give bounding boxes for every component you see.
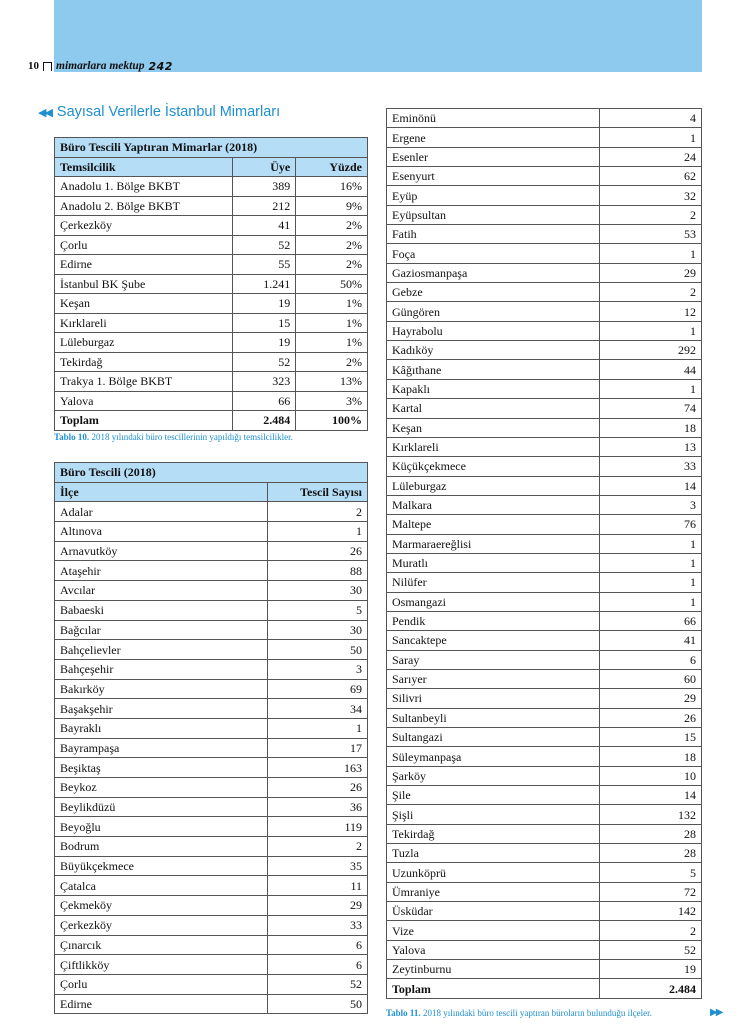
row-percent: 2%: [296, 255, 368, 275]
district-name: Çatalca: [55, 876, 268, 896]
row-label: Çerkezköy: [55, 216, 233, 236]
row-percent: 1%: [296, 313, 368, 333]
table-row: [387, 921, 702, 940]
registration-count: 1: [600, 379, 702, 398]
table-row: [387, 824, 702, 843]
row-label: Edirne: [55, 255, 233, 275]
district-name: Bodrum: [55, 837, 268, 857]
district-name: Çerkezköy: [55, 915, 268, 935]
district-name: Kartal: [387, 399, 600, 418]
district-name: Fatih: [387, 225, 600, 244]
total-value: 2.484: [232, 411, 296, 431]
table-row: [55, 758, 368, 778]
registration-count: 1: [600, 534, 702, 553]
registration-count: 66: [600, 611, 702, 630]
table-11-caption: [386, 1008, 652, 1018]
district-name: Büyükçekmece: [55, 856, 268, 876]
registration-count: 18: [600, 418, 702, 437]
registration-count: 6: [268, 955, 368, 975]
district-name: Altınova: [55, 522, 268, 542]
table-row: [55, 177, 368, 197]
registration-count: 29: [268, 896, 368, 916]
table-row: [387, 766, 702, 785]
district-name: Zeytinburnu: [387, 960, 600, 979]
registration-count: 2: [600, 205, 702, 224]
registration-count: 1: [600, 573, 702, 592]
district-name: Bayrampaşa: [55, 738, 268, 758]
registration-count: 1: [600, 553, 702, 572]
table-row: [387, 321, 702, 340]
district-name: Eminönü: [387, 109, 600, 128]
table-row: [55, 522, 368, 542]
district-name: Sultangazi: [387, 728, 600, 747]
row-percent: 1%: [296, 333, 368, 353]
registration-count: 19: [600, 960, 702, 979]
table-row: [387, 399, 702, 418]
row-percent: 2%: [296, 216, 368, 236]
district-name: Maltepe: [387, 515, 600, 534]
registration-count: 88: [268, 561, 368, 581]
table-row: [387, 805, 702, 824]
table-row: [387, 186, 702, 205]
registration-count: 50: [268, 994, 368, 1014]
district-name: Arnavutköy: [55, 541, 268, 561]
row-value: 1.241: [232, 274, 296, 294]
district-name: Adalar: [55, 502, 268, 522]
registration-count: 33: [268, 915, 368, 935]
row-percent: 1%: [296, 294, 368, 314]
table-row: [55, 313, 368, 333]
section-title-text: Sayısal Verilerle İstanbul Mimarları: [56, 104, 281, 120]
page-number: 10: [28, 60, 39, 72]
table-row: [387, 573, 702, 592]
table-row: [387, 457, 702, 476]
registration-count: 132: [600, 805, 702, 824]
total-row: [387, 979, 702, 998]
table-row: [387, 553, 702, 572]
registration-count: 26: [268, 541, 368, 561]
table-row: [387, 902, 702, 921]
registration-count: 28: [600, 844, 702, 863]
table-row: [55, 502, 368, 522]
caption-text: 2018 yılındaki büro tescili yaptıran büroların bulunduğu ilçeler.: [422, 1008, 652, 1018]
row-value: 323: [232, 372, 296, 392]
registration-count: 2: [268, 502, 368, 522]
registration-count: 15: [600, 728, 702, 747]
district-name: Eyüp: [387, 186, 600, 205]
publication-name: mimarlara mektup: [56, 60, 145, 72]
table-row: [55, 679, 368, 699]
table-row: [387, 611, 702, 630]
district-name: Muratlı: [387, 553, 600, 572]
row-percent: 3%: [296, 391, 368, 411]
district-name: Çorlu: [55, 974, 268, 994]
registration-count: 30: [268, 620, 368, 640]
table-header-row: [55, 482, 368, 502]
registration-count: 52: [268, 974, 368, 994]
registration-count: 62: [600, 167, 702, 186]
district-name: Saray: [387, 650, 600, 669]
table-row: [387, 360, 702, 379]
district-name: Sultanbeyli: [387, 708, 600, 727]
district-name: Esenler: [387, 147, 600, 166]
row-value: 52: [232, 235, 296, 255]
section-title: [38, 104, 280, 120]
registration-count: 10: [600, 766, 702, 785]
table-row: [55, 718, 368, 738]
district-name: Çınarcık: [55, 935, 268, 955]
table-row: [387, 418, 702, 437]
registration-count: 28: [600, 824, 702, 843]
registration-count: 2: [600, 283, 702, 302]
district-name: Nilüfer: [387, 573, 600, 592]
registration-count: 76: [600, 515, 702, 534]
table-row: [55, 856, 368, 876]
table-row: [387, 379, 702, 398]
table-row: [55, 837, 368, 857]
registration-count: 6: [600, 650, 702, 669]
district-name: Malkara: [387, 495, 600, 514]
table-11: [386, 108, 702, 999]
table-row: [55, 955, 368, 975]
table-row: [387, 728, 702, 747]
table-row: [387, 515, 702, 534]
row-value: 19: [232, 333, 296, 353]
table-title-row: [55, 138, 368, 158]
table-row: [387, 263, 702, 282]
table-office-registration-left: [54, 462, 368, 1014]
table-row: [55, 974, 368, 994]
table-row: [387, 708, 702, 727]
row-value: 212: [232, 196, 296, 216]
district-name: Pendik: [387, 611, 600, 630]
district-name: Bağcılar: [55, 620, 268, 640]
table-row: [387, 476, 702, 495]
registration-count: 1: [600, 321, 702, 340]
district-name: Beylikdüzü: [55, 797, 268, 817]
registration-count: 36: [268, 797, 368, 817]
registration-count: 32: [600, 186, 702, 205]
table-row: [55, 333, 368, 353]
row-percent: 2%: [296, 235, 368, 255]
registration-count: 1: [268, 718, 368, 738]
table-row: [55, 294, 368, 314]
district-name: Gebze: [387, 283, 600, 302]
row-percent: 9%: [296, 196, 368, 216]
publication-logo-icon: [43, 62, 52, 71]
row-label: İstanbul BK Şube: [55, 274, 233, 294]
district-name: Uzunköprü: [387, 863, 600, 882]
table-row: [55, 659, 368, 679]
table-row: [55, 235, 368, 255]
registration-count: 2: [268, 837, 368, 857]
table-row: [387, 341, 702, 360]
table-row: [387, 302, 702, 321]
district-name: Ergene: [387, 128, 600, 147]
table-row: [55, 817, 368, 837]
table-row: [387, 244, 702, 263]
district-name: Beyoğlu: [55, 817, 268, 837]
registration-count: 1: [600, 592, 702, 611]
table-row: [387, 786, 702, 805]
registration-count: 13: [600, 437, 702, 456]
row-value: 19: [232, 294, 296, 314]
column-header: Yüzde: [296, 157, 368, 177]
district-name: Foça: [387, 244, 600, 263]
row-label: Anadolu 2. Bölge BKBT: [55, 196, 233, 216]
registration-count: 292: [600, 341, 702, 360]
registration-count: 12: [600, 302, 702, 321]
district-name: Vize: [387, 921, 600, 940]
registration-count: 52: [600, 940, 702, 959]
district-name: Ümraniye: [387, 882, 600, 901]
registration-count: 26: [600, 708, 702, 727]
district-name: Süleymanpaşa: [387, 747, 600, 766]
district-name: Lüleburgaz: [387, 476, 600, 495]
table-row: [387, 109, 702, 128]
table-row: [55, 255, 368, 275]
table-row: [387, 844, 702, 863]
double-chevron-left-icon: ◀◀: [38, 106, 51, 119]
table-row: [55, 372, 368, 392]
table-row: [387, 437, 702, 456]
table-10: [54, 137, 368, 431]
district-name: Beşiktaş: [55, 758, 268, 778]
table-10-caption: [54, 432, 293, 442]
table-row: [55, 196, 368, 216]
district-name: Çiftlikköy: [55, 955, 268, 975]
registration-count: 14: [600, 476, 702, 495]
registration-count: 50: [268, 640, 368, 660]
registration-count: 142: [600, 902, 702, 921]
table-row: [387, 960, 702, 979]
table-row: [387, 631, 702, 650]
registration-count: 29: [600, 689, 702, 708]
district-name: Yalova: [387, 940, 600, 959]
table-row: [55, 640, 368, 660]
district-name: Güngören: [387, 302, 600, 321]
district-name: Bayraklı: [55, 718, 268, 738]
district-name: Şile: [387, 786, 600, 805]
table-row: [55, 600, 368, 620]
district-name: Bakırköy: [55, 679, 268, 699]
row-value: 55: [232, 255, 296, 275]
registration-count: 3: [268, 659, 368, 679]
row-label: Lüleburgaz: [55, 333, 233, 353]
page-header: [28, 59, 173, 73]
district-name: Kırklareli: [387, 437, 600, 456]
district-name: Edirne: [55, 994, 268, 1014]
registration-count: 17: [268, 738, 368, 758]
caption-text: 2018 yılındaki büro tescillerinin yapıldığı temsilcilikler.: [91, 432, 293, 442]
table-row: [55, 216, 368, 236]
district-name: Kadıköy: [387, 341, 600, 360]
district-name: Osmangazi: [387, 592, 600, 611]
row-percent: 16%: [296, 177, 368, 197]
registration-count: 41: [600, 631, 702, 650]
registration-count: 1: [600, 244, 702, 263]
district-name: Esenyurt: [387, 167, 600, 186]
row-label: Anadolu 1. Bölge BKBT: [55, 177, 233, 197]
district-name: Kâğıthane: [387, 360, 600, 379]
district-name: Sarıyer: [387, 669, 600, 688]
registration-count: 18: [600, 747, 702, 766]
table-row: [55, 994, 368, 1014]
district-name: Şarköy: [387, 766, 600, 785]
row-value: 15: [232, 313, 296, 333]
table-row: [387, 205, 702, 224]
total-value: 2.484: [600, 979, 702, 998]
registration-count: 3: [600, 495, 702, 514]
table-row: [55, 699, 368, 719]
table-row: [387, 940, 702, 959]
row-percent: 50%: [296, 274, 368, 294]
registration-count: 35: [268, 856, 368, 876]
registration-count: 4: [600, 109, 702, 128]
district-name: Beykoz: [55, 778, 268, 798]
district-name: Üsküdar: [387, 902, 600, 921]
district-name: Küçükçekmece: [387, 457, 600, 476]
district-name: Gaziosmanpaşa: [387, 263, 600, 282]
table-row: [55, 561, 368, 581]
district-name: Ataşehir: [55, 561, 268, 581]
registration-count: 26: [268, 778, 368, 798]
table-row: [55, 876, 368, 896]
table-row: [387, 128, 702, 147]
table-row: [55, 391, 368, 411]
table-header-row: [55, 157, 368, 177]
table-row: [387, 747, 702, 766]
registration-count: 11: [268, 876, 368, 896]
registration-count: 72: [600, 882, 702, 901]
district-name: Hayrabolu: [387, 321, 600, 340]
registration-count: 33: [600, 457, 702, 476]
table-row: [55, 896, 368, 916]
district-name: Bahçelievler: [55, 640, 268, 660]
registration-count: 6: [268, 935, 368, 955]
row-percent: 2%: [296, 352, 368, 372]
row-percent: 13%: [296, 372, 368, 392]
row-value: 41: [232, 216, 296, 236]
table-title-row: [55, 463, 368, 483]
table-row: [55, 274, 368, 294]
registration-count: 60: [600, 669, 702, 688]
registration-count: 69: [268, 679, 368, 699]
row-value: 66: [232, 391, 296, 411]
row-label: Kırklareli: [55, 313, 233, 333]
district-name: Babaeski: [55, 600, 268, 620]
district-name: Başakşehir: [55, 699, 268, 719]
table-title: Büro Tescili Yaptıran Mimarlar (2018): [55, 138, 368, 158]
registration-count: 53: [600, 225, 702, 244]
table-row: [55, 620, 368, 640]
row-value: 389: [232, 177, 296, 197]
row-label: Yalova: [55, 391, 233, 411]
table-row: [387, 592, 702, 611]
registration-count: 5: [600, 863, 702, 882]
caption-label: Tablo 11.: [386, 1008, 421, 1018]
district-name: Silivri: [387, 689, 600, 708]
registration-count: 30: [268, 581, 368, 601]
table-row: [387, 495, 702, 514]
district-name: Bahçeşehir: [55, 659, 268, 679]
table-row: [387, 147, 702, 166]
registration-count: 1: [600, 128, 702, 147]
registration-count: 44: [600, 360, 702, 379]
registration-count: 24: [600, 147, 702, 166]
table-row: [387, 650, 702, 669]
table-row: [55, 915, 368, 935]
district-name: Kapaklı: [387, 379, 600, 398]
district-name: Şişli: [387, 805, 600, 824]
row-label: Tekirdağ: [55, 352, 233, 372]
registration-count: 74: [600, 399, 702, 418]
table-row: [55, 541, 368, 561]
column-header: Tescil Sayısı: [268, 482, 368, 502]
district-name: Çekmeköy: [55, 896, 268, 916]
issue-number: 242: [148, 59, 173, 73]
table-row: [387, 167, 702, 186]
district-name: Tekirdağ: [387, 824, 600, 843]
double-chevron-right-icon: ▶▶: [710, 1007, 722, 1018]
district-name: Tuzla: [387, 844, 600, 863]
row-value: 52: [232, 352, 296, 372]
registration-count: 14: [600, 786, 702, 805]
registration-count: 2: [600, 921, 702, 940]
registration-count: 119: [268, 817, 368, 837]
caption-label: Tablo 10.: [54, 432, 90, 442]
total-row: [55, 411, 368, 431]
table-row: [55, 797, 368, 817]
table-row: [387, 863, 702, 882]
table-row: [55, 935, 368, 955]
registration-count: 5: [268, 600, 368, 620]
registration-count: 1: [268, 522, 368, 542]
total-percent: 100%: [296, 411, 368, 431]
column-header: Üye: [232, 157, 296, 177]
table-row: [387, 534, 702, 553]
row-label: Çorlu: [55, 235, 233, 255]
table-row: [55, 778, 368, 798]
total-label: Toplam: [55, 411, 233, 431]
table-row: [55, 738, 368, 758]
table-row: [387, 669, 702, 688]
district-name: Keşan: [387, 418, 600, 437]
table-row: [387, 225, 702, 244]
table-row: [387, 689, 702, 708]
row-label: Keşan: [55, 294, 233, 314]
table-title: Büro Tescili (2018): [55, 463, 368, 483]
table-row: [387, 882, 702, 901]
registration-count: 163: [268, 758, 368, 778]
district-name: Avcılar: [55, 581, 268, 601]
district-name: Eyüpsultan: [387, 205, 600, 224]
district-name: Sancaktepe: [387, 631, 600, 650]
registration-count: 34: [268, 699, 368, 719]
table-row: [55, 581, 368, 601]
row-label: Trakya 1. Bölge BKBT: [55, 372, 233, 392]
total-label: Toplam: [387, 979, 600, 998]
table-row: [55, 352, 368, 372]
district-name: Marmaraereğlisi: [387, 534, 600, 553]
column-header: İlçe: [55, 482, 268, 502]
table-row: [387, 283, 702, 302]
column-header: Temsilcilik: [55, 157, 233, 177]
registration-count: 29: [600, 263, 702, 282]
